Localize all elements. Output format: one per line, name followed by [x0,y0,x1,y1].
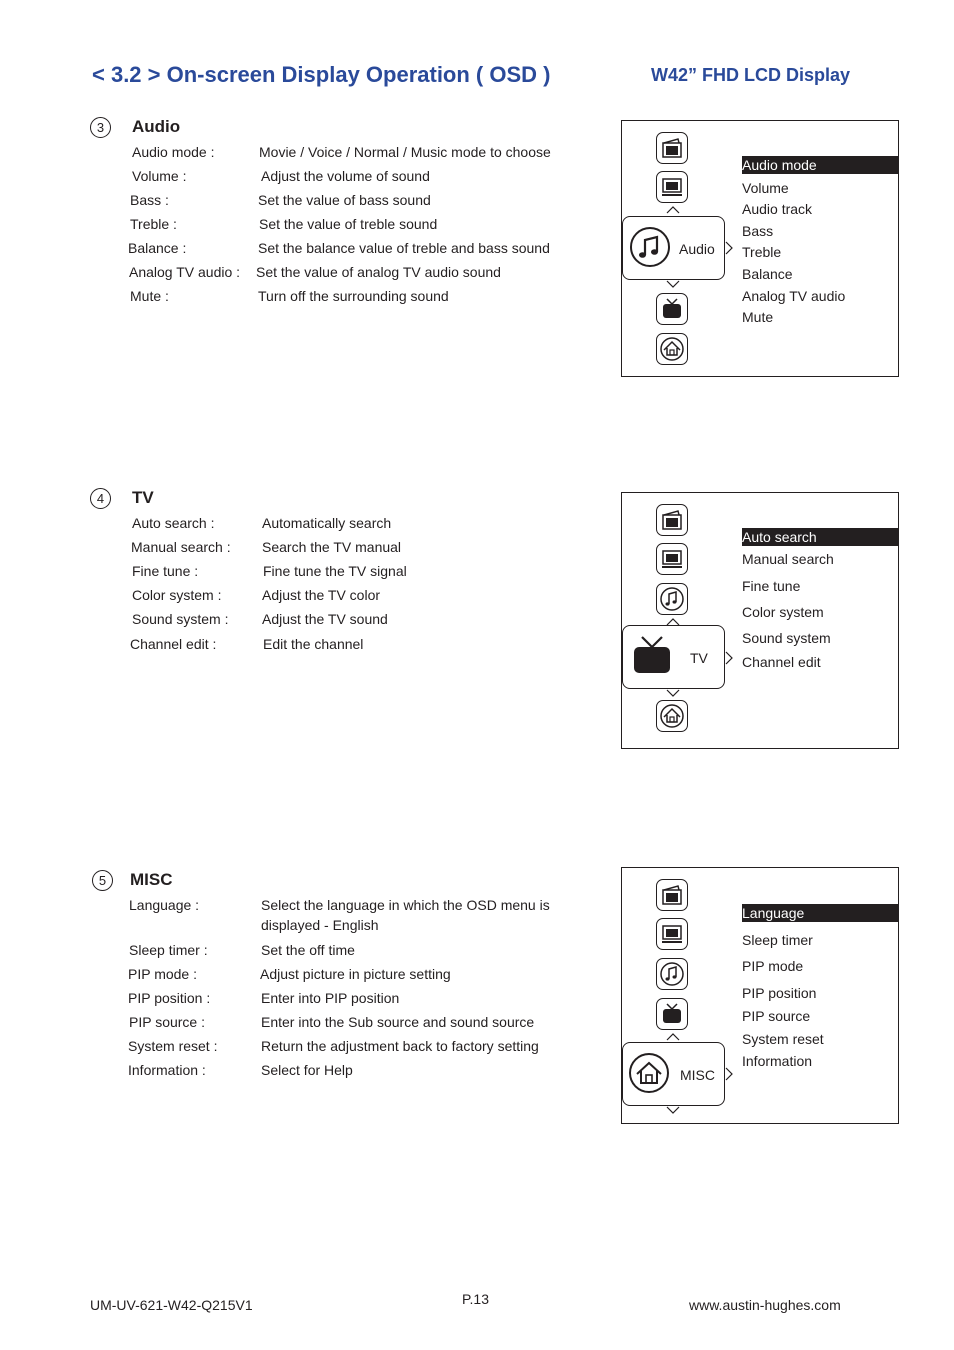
model-name: W42” FHD LCD Display [651,65,851,85]
audio-label: Bass : [130,192,169,208]
section-title-audio: Audio [132,117,181,136]
tv-label: Manual search : [131,539,231,555]
osd-menu-item[interactable]: System reset [742,1031,824,1047]
tv-desc: Fine tune the TV signal [263,563,407,579]
osd-menu-item[interactable]: Bass [742,223,774,239]
page-number: P.13 [462,1291,489,1307]
osd-panel-audio [621,120,899,377]
tv-desc: Search the TV manual [262,539,402,555]
osd-menu-item[interactable]: Treble [742,244,782,260]
misc-label: PIP mode : [128,966,198,982]
audio-label: Mute : [130,288,169,304]
page-title: < 3.2 > On-screen Display Operation ( OSD ) [92,62,551,87]
osd-menu-item[interactable]: Channel edit [742,654,821,670]
osd-menu-item-highlighted[interactable]: Audio mode [742,156,898,174]
audio-label: Audio mode : [132,144,215,160]
tv-icon [656,998,688,1030]
website-link[interactable]: www.austin-hughes.com [689,1297,841,1313]
audio-desc: Set the balance value of treble and bass sound [258,240,550,256]
audio-label: Balance : [128,240,187,256]
audio-desc: Adjust the volume of sound [261,168,430,184]
tv-label: Color system : [132,587,222,603]
audio-label: Analog TV audio : [129,264,241,280]
section-number-tv: 4 [90,488,111,509]
audio-label: Treble : [130,216,177,232]
monitor-icon [656,918,688,950]
picture-icon [656,879,688,911]
misc-desc: Enter into the Sub source and sound source [261,1014,535,1030]
osd-menu-item[interactable]: Analog TV audio [742,288,846,304]
misc-label: PIP position : [128,990,211,1006]
picture-icon [656,504,688,536]
osd-menu-item[interactable]: PIP position [742,985,817,1001]
osd-panel-tv [621,492,899,749]
misc-desc: Adjust picture in picture setting [260,966,451,982]
picture-icon [656,132,688,164]
music-note-icon [630,227,670,267]
audio-label: Volume : [132,168,187,184]
osd-selected-label: TV [690,650,708,666]
osd-selected-label: MISC [680,1067,715,1083]
monitor-icon [656,543,688,575]
chevron-right-icon [725,1067,733,1081]
music-note-icon [656,958,688,990]
chevron-right-icon [725,651,733,665]
section-number-audio: 3 [90,117,111,138]
tv-label: Fine tune : [132,563,199,579]
misc-label: Information : [128,1062,206,1078]
osd-selected-tv[interactable] [622,625,725,689]
osd-menu-item-highlighted[interactable]: Language [742,904,898,922]
tv-icon [632,634,672,678]
section-title-tv: TV [132,488,154,507]
osd-selected-label: Audio [679,241,715,257]
osd-menu-item[interactable]: Sleep timer [742,932,813,948]
audio-desc: Set the value of treble sound [259,216,438,232]
tv-desc: Edit the channel [263,636,364,652]
music-note-icon [656,583,688,615]
tv-label: Auto search : [132,515,215,531]
osd-selected-audio[interactable] [622,216,725,280]
osd-menu-item[interactable]: Fine tune [742,578,801,594]
misc-desc-continued: displayed - English [261,917,379,933]
tv-desc: Adjust the TV color [262,587,381,603]
tv-icon [656,293,688,325]
osd-selected-misc[interactable] [622,1042,725,1106]
misc-desc: Enter into PIP position [261,990,400,1006]
osd-menu-item[interactable]: PIP mode [742,958,804,974]
chevron-down-icon [666,689,680,697]
tv-desc: Adjust the TV sound [262,611,388,627]
tv-label: Channel edit : [130,636,217,652]
audio-desc: Set the value of bass sound [258,192,431,208]
chevron-down-icon [666,1106,680,1114]
osd-menu-item[interactable]: Sound system [742,630,831,646]
osd-menu-item-highlighted[interactable]: Auto search [742,528,898,546]
tv-label: Sound system : [132,611,229,627]
document-id: UM-UV-621-W42-Q215V1 [90,1297,253,1313]
misc-desc: Set the off time [261,942,355,958]
section-title-misc: MISC [130,870,173,889]
misc-label: PIP source : [129,1014,206,1030]
misc-desc: Select the language in which the OSD menu is [261,897,550,913]
chevron-up-icon [666,206,680,214]
osd-panel-misc [621,867,899,1124]
osd-menu-item[interactable]: Volume [742,180,789,196]
osd-menu-item[interactable]: Manual search [742,551,834,567]
section-number-misc: 5 [92,870,113,891]
osd-menu-item[interactable]: Mute [742,309,774,325]
osd-menu-item[interactable]: Color system [742,604,824,620]
home-icon [629,1053,669,1093]
misc-desc: Select for Help [261,1062,353,1078]
chevron-down-icon [666,280,680,288]
misc-label: Sleep timer : [129,942,208,958]
audio-desc: Turn off the surrounding sound [258,288,449,304]
osd-menu-item[interactable]: Audio track [742,201,813,217]
tv-desc: Automatically search [262,515,392,531]
home-icon [656,700,688,732]
audio-desc: Set the value of analog TV audio sound [256,264,501,280]
audio-desc: Movie / Voice / Normal / Music mode to choose [259,144,551,160]
chevron-up-icon [666,1033,680,1041]
monitor-icon [656,171,688,203]
misc-label: System reset : [128,1038,218,1054]
chevron-right-icon [725,241,733,255]
osd-menu-item[interactable]: Balance [742,266,793,282]
misc-label: Language : [129,897,200,913]
misc-desc: Return the adjustment back to factory setting [261,1038,539,1054]
osd-menu-item[interactable]: Information [742,1053,813,1069]
home-icon [656,333,688,365]
osd-menu-item[interactable]: PIP source [742,1008,811,1024]
